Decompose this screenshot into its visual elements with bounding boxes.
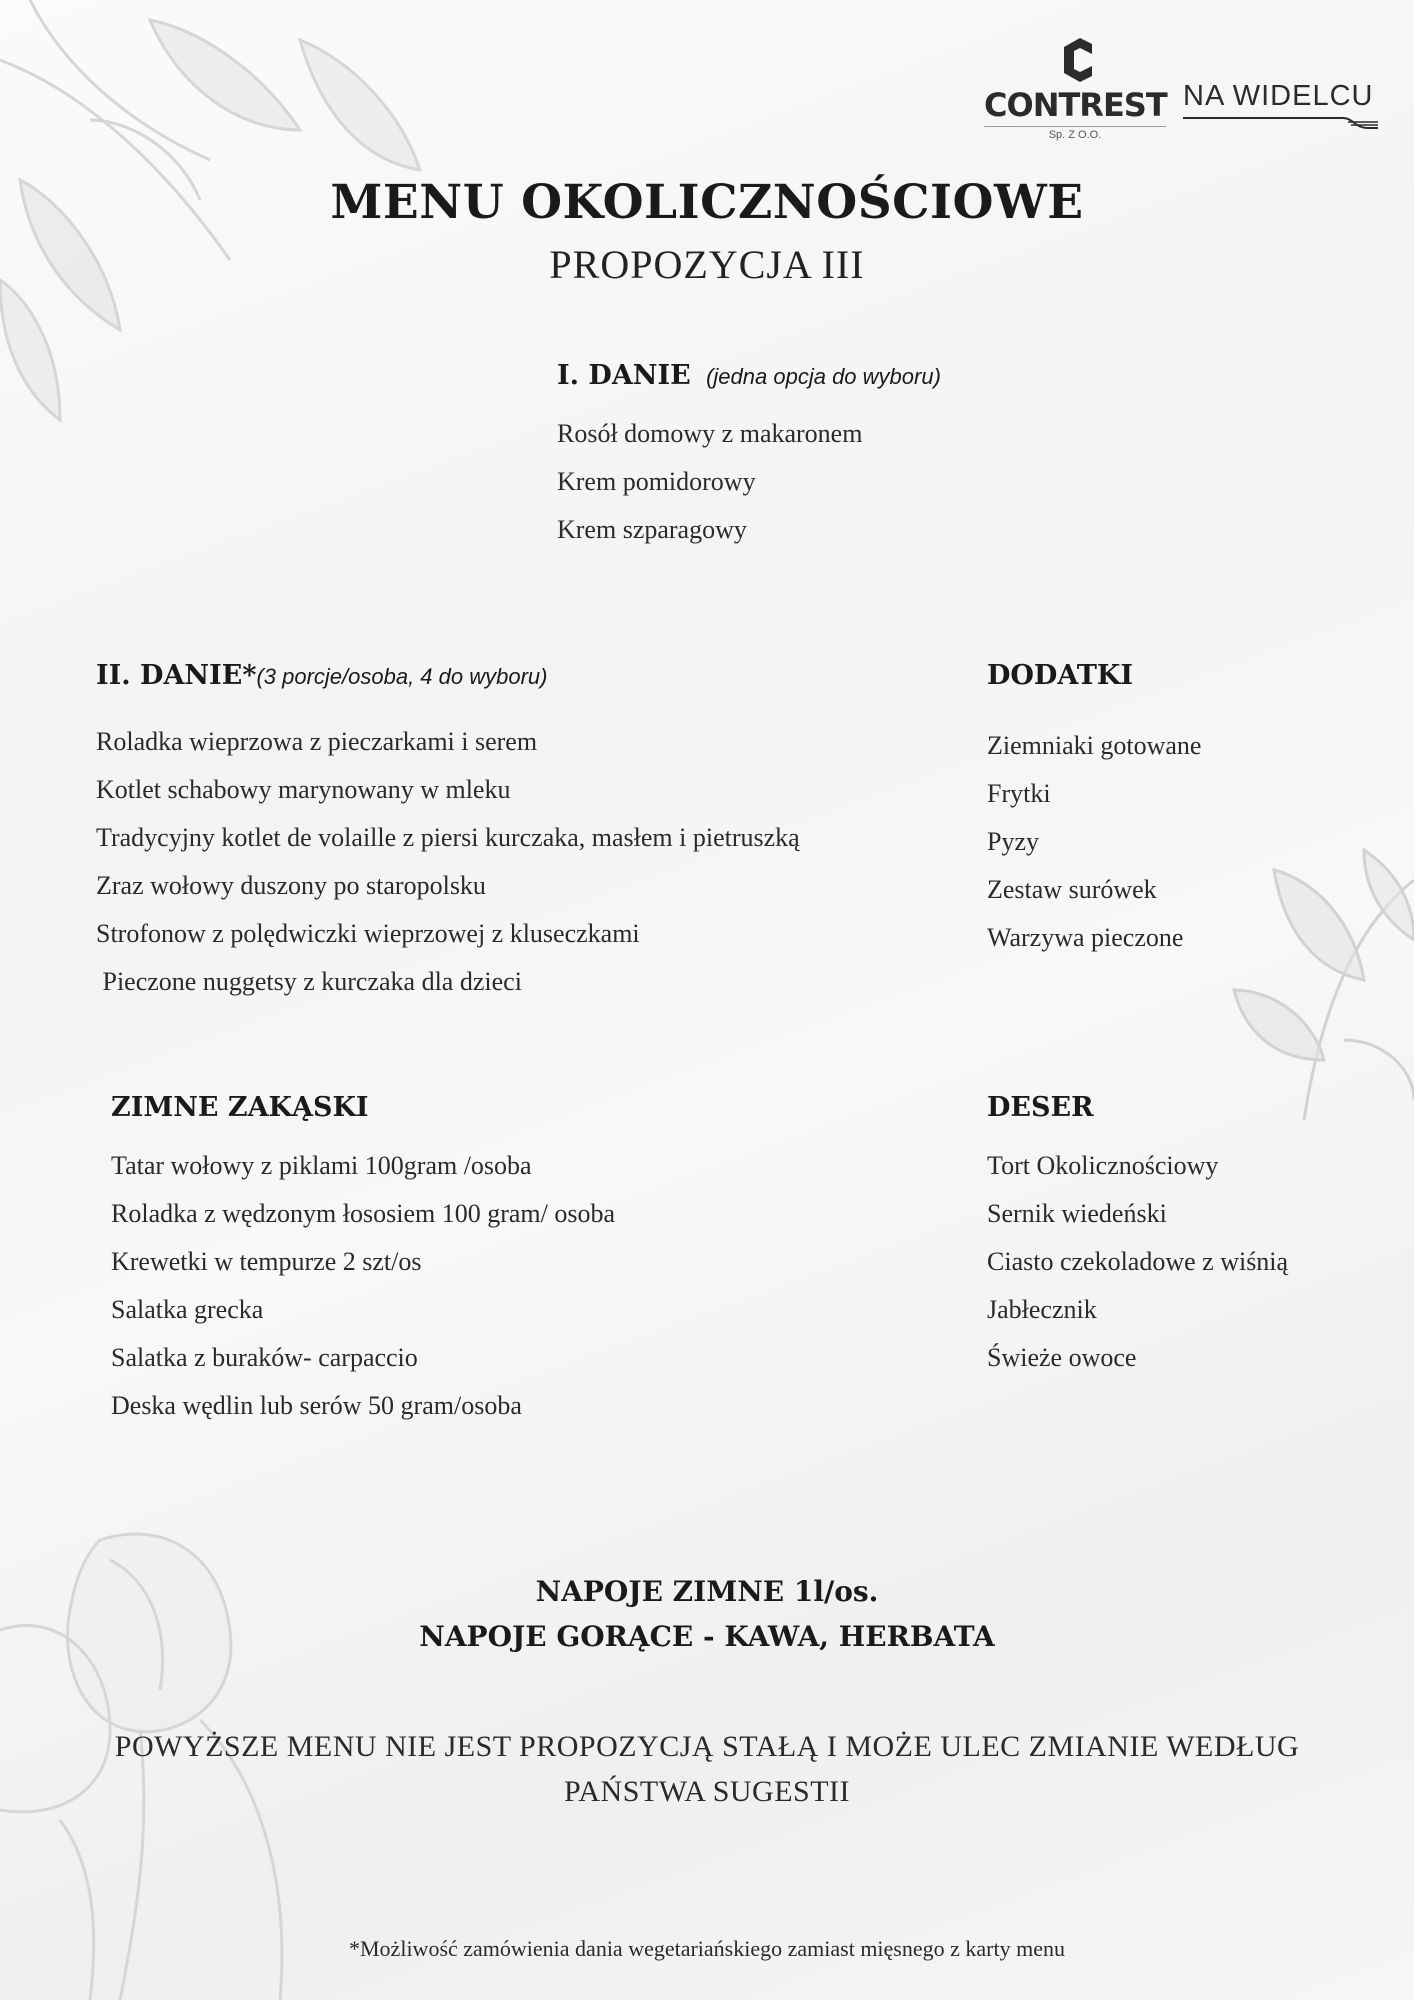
list-item: Rosół domowy z makaronem	[557, 419, 863, 448]
drinks-hot: NAPOJE GORĄCE - KAWA, HERBATA	[419, 1620, 995, 1653]
section-danie1	[557, 360, 941, 391]
drinks-cold: NAPOJE ZIMNE 1l/os.	[535, 1575, 879, 1608]
list-item: Deska wędlin lub serów 50 gram/osoba	[111, 1391, 522, 1420]
footnote: *Możliwość zamówienia dania wegetariańskiego zamiast mięsnego z karty menu	[349, 1936, 1065, 1961]
list-item: Kotlet schabowy marynowany w mleku	[96, 775, 511, 804]
section-zakaski-heading: ZIMNE ZAKĄSKI	[111, 1092, 369, 1123]
list-item: Świeże owoce	[987, 1343, 1137, 1372]
deser-list	[987, 1142, 1288, 1382]
list-item: Pieczone nuggetsy z kurczaka dla dzieci	[96, 967, 522, 996]
contrest-logo	[984, 38, 1166, 146]
list-item: Roladka wieprzowa z pieczarkami i serem	[96, 727, 538, 756]
list-item: Tradycyjny kotlet de volaille z piersi kurczaka, masłem i pietruszką	[96, 823, 800, 852]
contrest-c-icon	[1060, 38, 1100, 82]
list-item: Pyzy	[987, 827, 1039, 856]
danie2-list	[96, 718, 800, 1006]
section-danie2-heading: II. DANIE	[96, 660, 243, 691]
list-item: Zestaw surówek	[987, 875, 1157, 904]
list-item: Warzywa pieczone	[987, 923, 1184, 952]
list-item: Ciasto czekoladowe z wiśnią	[987, 1247, 1289, 1276]
na-widelcu-logo: NA WIDELCU	[1183, 80, 1374, 112]
page-subtitle: PROPOZYCJA III	[549, 242, 865, 287]
section-danie2	[96, 660, 548, 691]
list-item: Roladka z wędzonym łososiem 100 gram/ osoba	[111, 1199, 616, 1228]
list-item: Ziemniaki gotowane	[987, 731, 1202, 760]
danie1-list	[557, 410, 862, 554]
section-danie1-heading: I. DANIE	[557, 360, 691, 391]
dodatki-list	[987, 722, 1201, 962]
list-item: Frytki	[987, 779, 1051, 808]
list-item: Zraz wołowy duszony po staropolsku	[96, 871, 486, 900]
section-danie2-note: (3 porcje/osoba, 4 do wyboru)	[256, 664, 548, 689]
disclaimer-line2: PAŃSTWA SUGESTII	[563, 1775, 851, 1808]
zakaski-list	[111, 1142, 615, 1430]
disclaimer-line1: POWYŻSZE MENU NIE JEST PROPOZYCJĄ STAŁĄ I MOŻE ULEC ZMIANIE WEDŁUG	[114, 1730, 1300, 1763]
list-item: Krem szparagowy	[557, 515, 747, 544]
fork-underline-icon	[1183, 116, 1378, 132]
section-danie2-asterisk: *	[242, 660, 257, 691]
section-dodatki-heading: DODATKI	[987, 660, 1134, 691]
contrest-name: CONTREST	[984, 86, 1167, 124]
contrest-subtitle: Sp. Z O.O.	[984, 126, 1166, 141]
page-title: MENU OKOLICZNOŚCIOWE	[330, 175, 1084, 230]
list-item: Tort Okolicznościowy	[987, 1151, 1219, 1180]
section-danie1-note: (jedna opcja do wyboru)	[706, 364, 941, 389]
list-item: Salatka z buraków- carpaccio	[111, 1343, 418, 1372]
section-deser-heading: DESER	[987, 1092, 1094, 1123]
leaf-decoration-right	[1214, 840, 1414, 1140]
list-item: Jabłecznik	[987, 1295, 1097, 1324]
list-item: Krem pomidorowy	[557, 467, 756, 496]
list-item: Krewetki w tempurze 2 szt/os	[111, 1247, 422, 1276]
list-item: Strofonow z polędwiczki wieprzowej z kluseczkami	[96, 919, 640, 948]
list-item: Tatar wołowy z piklami 100gram /osoba	[111, 1151, 532, 1180]
list-item: Sernik wiedeński	[987, 1199, 1167, 1228]
list-item: Salatka grecka	[111, 1295, 264, 1324]
